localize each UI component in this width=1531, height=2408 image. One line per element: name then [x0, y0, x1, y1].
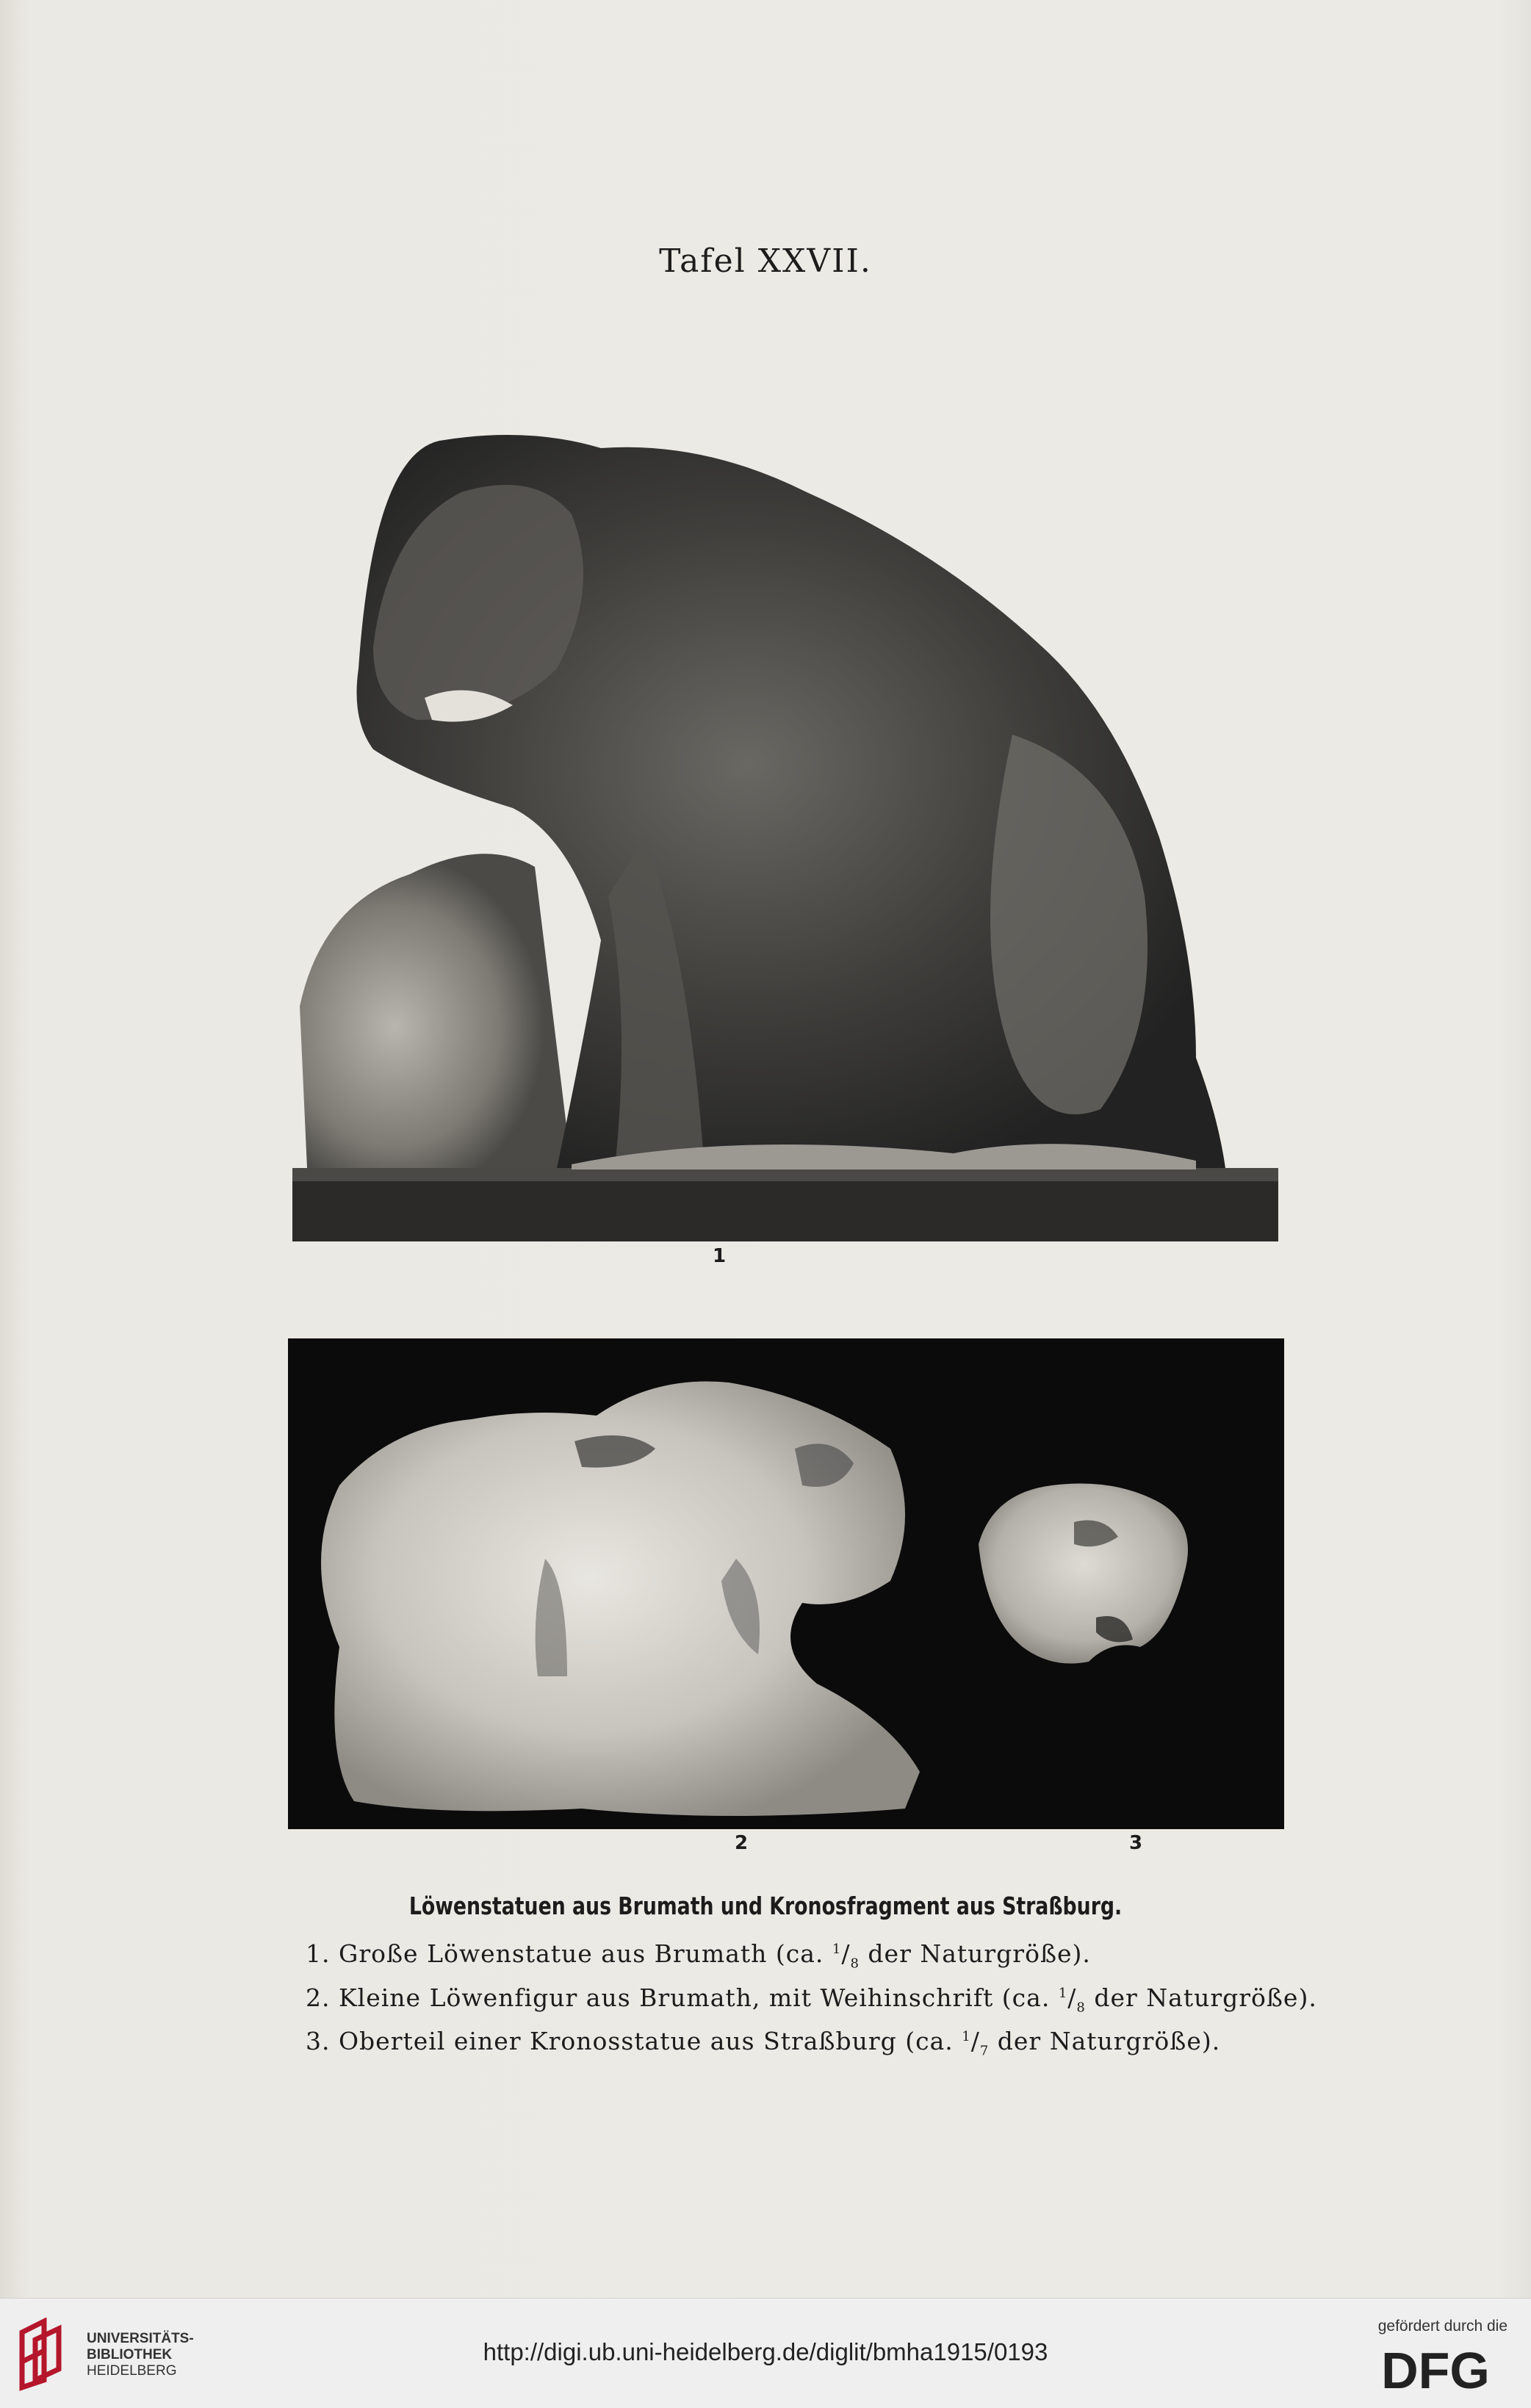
viewer-footer — [0, 2298, 1531, 2408]
svg-text:DFG: DFG — [1381, 2343, 1490, 2396]
figure-number-3: 3 — [1129, 1832, 1143, 1854]
plate-title: Tafel XXVII. — [659, 242, 872, 280]
caption-heading: Löwenstatuen aus Brumath und Kronosfragment aus Straßburg. — [408, 1892, 1123, 1920]
caption-item: 3. Oberteil einer Kronosstatue aus Straßburg (ca. $^1/_7$ der Naturgröße). — [306, 2027, 1221, 2059]
caption-item: 1. Große Löwenstatue aus Brumath (ca. $^1/_8$ der Naturgröße). — [306, 1939, 1091, 1972]
dfg-logo-icon[interactable] — [1362, 2343, 1509, 2396]
photo-large-lion-statue — [292, 426, 1278, 1241]
funded-by-label: gefördert durch die — [1377, 2318, 1507, 2335]
figure-number-1: 1 — [713, 1245, 727, 1267]
photo-small-lion-and-kronos-fragment — [288, 1338, 1284, 1829]
caption-list — [306, 1935, 1334, 2066]
caption-item: 2. Kleine Löwenfigur aus Brumath, mit Weihinschrift (ca. $^1/_8$ der Naturgröße). — [306, 1983, 1317, 2016]
library-name[interactable]: UNIVERSITÄTS- BIBLIOTHEK HEIDELBERG — [87, 2331, 194, 2379]
figure-number-2: 2 — [735, 1832, 749, 1854]
permalink-url[interactable]: http://digi.ub.uni-heidelberg.de/diglit/bmha1915/0193 — [483, 2338, 1048, 2365]
